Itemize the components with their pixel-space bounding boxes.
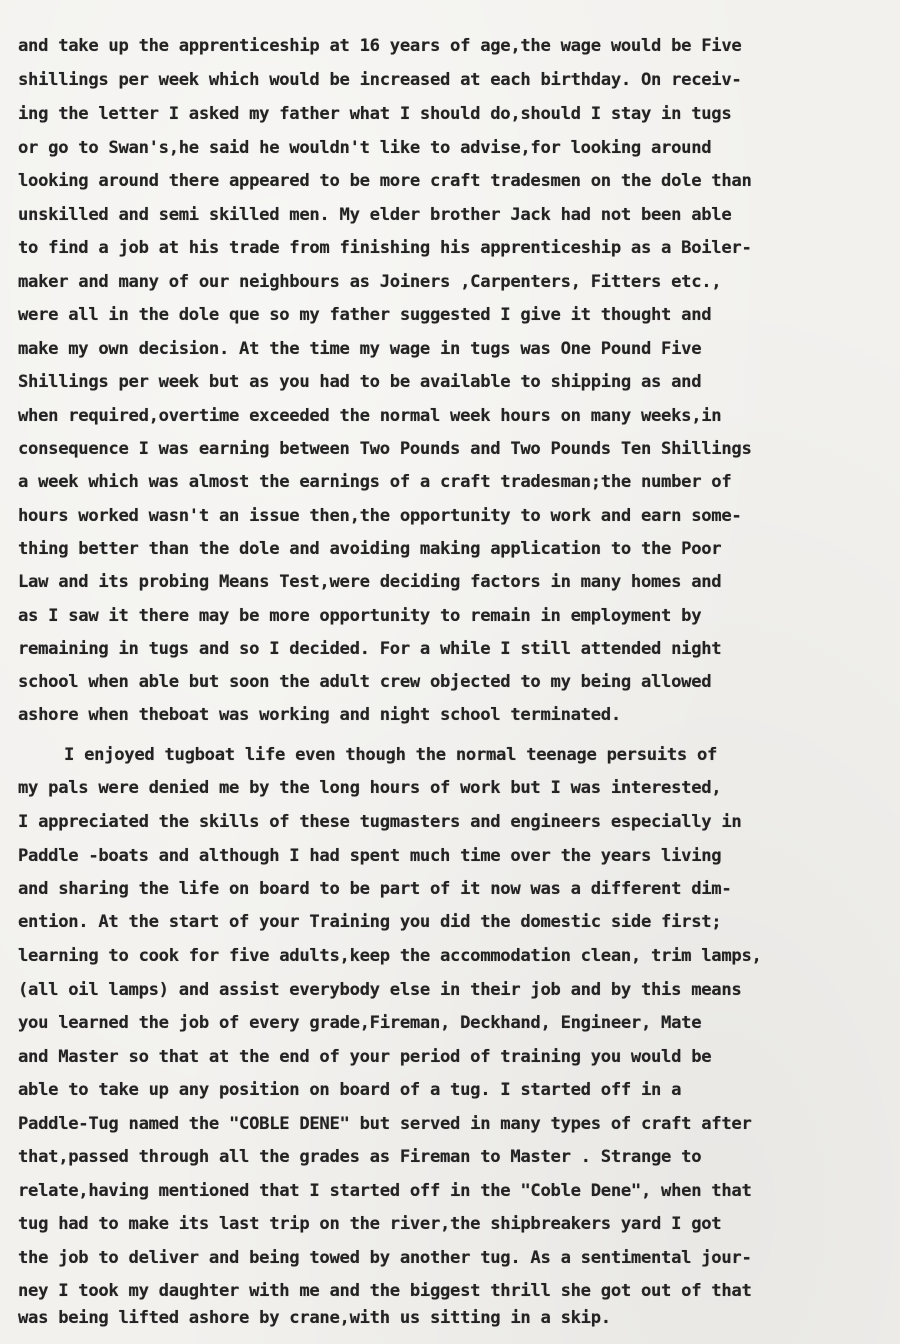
text-line: ing the letter I asked my father what I should do,should I stay in tugs: [18, 104, 732, 124]
text-line: hours worked wasn't an issue then,the opportunity to work and earn some-: [18, 506, 742, 526]
text-line: ention. At the start of your Training you did the domestic side first;: [18, 912, 722, 932]
text-line: was being lifted ashore by crane,with us sitting in a skip.: [18, 1308, 611, 1328]
text-line: and Master so that at the end of your period of training you would be: [18, 1047, 712, 1067]
text-line: relate,having mentioned that I started off in the "Coble Dene", when that: [18, 1181, 752, 1201]
text-line: learning to cook for five adults,keep the accommodation clean, trim lamps,: [18, 946, 762, 966]
text-line: looking around there appeared to be more craft tradesmen on the dole than: [18, 171, 752, 191]
text-line: that,passed through all the grades as Fireman to Master . Strange to: [18, 1147, 702, 1167]
text-line: Shillings per week but as you had to be available to shipping as and: [18, 372, 702, 392]
text-line: remaining in tugs and so I decided. For a while I still attended night: [18, 639, 722, 659]
text-line: make my own decision. At the time my wage in tugs was One Pound Five: [18, 339, 702, 359]
text-line: consequence I was earning between Two Pounds and Two Pounds Ten Shillings: [18, 439, 752, 459]
text-line: or go to Swan's,he said he wouldn't like to advise,for looking around: [18, 138, 712, 158]
text-line: I enjoyed tugboat life even though the normal teenage persuits of: [64, 745, 718, 765]
text-line: my pals were denied me by the long hours of work but I was interested,: [18, 778, 722, 798]
text-line: I appreciated the skills of these tugmasters and engineers especially in: [18, 812, 742, 832]
text-line: (all oil lamps) and assist everybody else in their job and by this means: [18, 980, 742, 1000]
text-line: thing better than the dole and avoiding making application to the Poor: [18, 539, 722, 559]
text-line: were all in the dole que so my father suggested I give it thought and: [18, 305, 712, 325]
text-line: unskilled and semi skilled men. My elder brother Jack had not been able: [18, 205, 732, 225]
text-line: school when able but soon the adult crew objected to my being allowed: [18, 672, 712, 692]
text-line: shillings per week which would be increased at each birthday. On receiv-: [18, 70, 742, 90]
text-line: the job to deliver and being towed by another tug. As a sentimental jour-: [18, 1248, 752, 1268]
text-line: Law and its probing Means Test,were deciding factors in many homes and: [18, 572, 722, 592]
text-line: you learned the job of every grade,Fireman, Deckhand, Engineer, Mate: [18, 1013, 702, 1033]
text-line: Paddle-Tug named the "COBLE DENE" but served in many types of craft after: [18, 1114, 752, 1134]
text-line: able to take up any position on board of a tug. I started off in a: [18, 1080, 682, 1100]
text-line: ashore when theboat was working and night school terminated.: [18, 705, 621, 725]
text-line: as I saw it there may be more opportunity to remain in employment by: [18, 606, 702, 626]
text-line: when required,overtime exceeded the normal week hours on many weeks,in: [18, 406, 722, 426]
text-line: a week which was almost the earnings of a craft tradesman;the number of: [18, 472, 732, 492]
text-line: and sharing the life on board to be part of it now was a different dim-: [18, 879, 732, 899]
text-line: to find a job at his trade from finishing his apprenticeship as a Boiler-: [18, 238, 752, 258]
text-line: ney I took my daughter with me and the biggest thrill she got out of that: [18, 1281, 752, 1301]
text-line: maker and many of our neighbours as Joiners ,Carpenters, Fitters etc.,: [18, 272, 722, 292]
text-line: and take up the apprenticeship at 16 years of age,the wage would be Five: [18, 36, 742, 56]
text-line: Paddle -boats and although I had spent much time over the years living: [18, 846, 722, 866]
text-line: tug had to make its last trip on the river,the shipbreakers yard I got: [18, 1214, 722, 1234]
